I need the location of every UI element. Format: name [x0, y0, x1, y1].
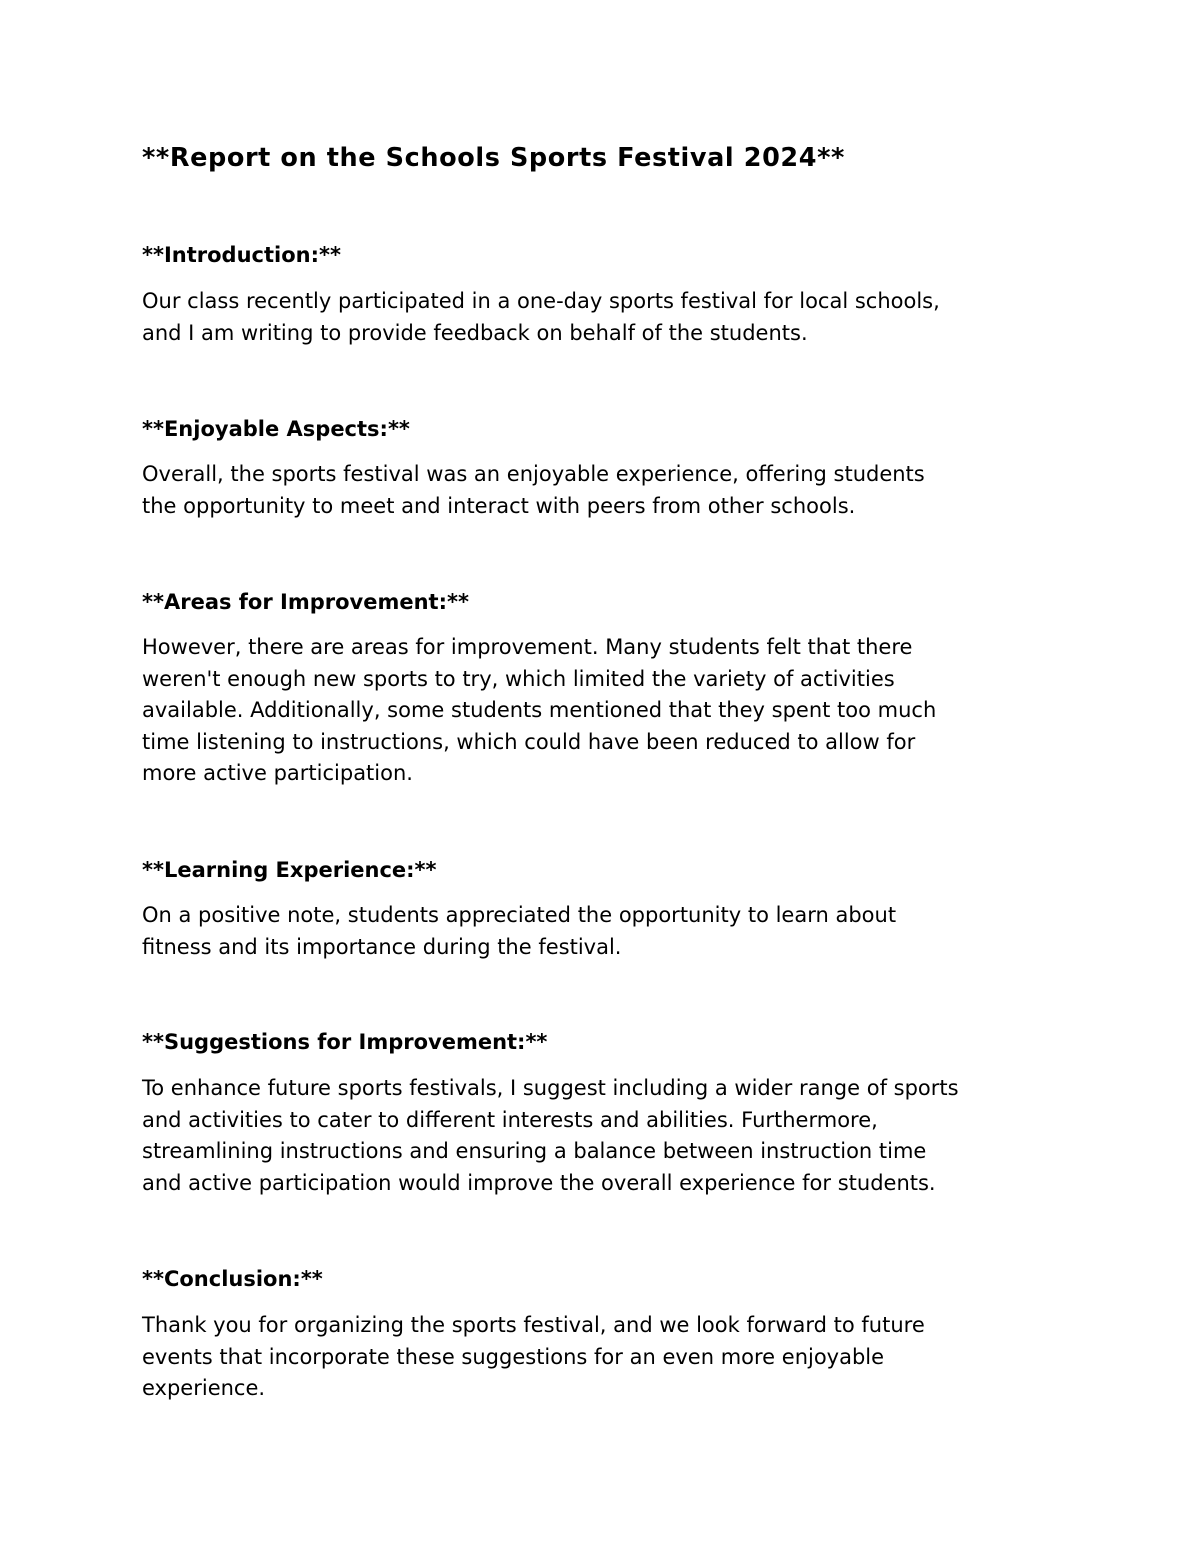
text-line: the opportunity to meet and interact with peers from other schools.: [142, 493, 856, 518]
text-line: On a positive note, students appreciated the opportunity to learn about: [142, 903, 897, 927]
section-heading-enjoyable-aspects: **Enjoyable Aspects:**: [142, 417, 410, 441]
text-line: Overall, the sports festival was an enjoyable experience, offering students: [142, 462, 925, 486]
section-heading-areas-for-improvement: **Areas for Improvement:**: [142, 590, 469, 614]
section-body-enjoyable-aspects: [142, 459, 1102, 522]
text-line: time listening to instructions, which could have been reduced to allow for: [142, 729, 916, 754]
section-heading-learning-experience: **Learning Experience:**: [142, 858, 437, 882]
section-body-suggestions-for-improvement: [142, 1073, 1102, 1199]
text-line: To enhance future sports festivals, I suggest including a wider range of sports: [142, 1076, 959, 1100]
text-line: more active participation.: [142, 761, 413, 786]
report-title: **Report on the Schools Sports Festival 2024**: [142, 143, 845, 173]
text-line: available. Additionally, some students mentioned that they spent too much: [142, 698, 937, 723]
text-line: However, there are areas for improvement. Many students felt that there: [142, 635, 913, 659]
text-line: and active participation would improve the overall experience for students.: [142, 1170, 936, 1195]
text-line: fitness and its importance during the festival.: [142, 934, 622, 959]
section-heading-suggestions-for-improvement: **Suggestions for Improvement:**: [142, 1030, 548, 1054]
section-body-introduction: [142, 286, 1102, 349]
section-heading-conclusion: **Conclusion:**: [142, 1267, 323, 1291]
text-line: and activities to cater to different interests and abilities. Furthermore,: [142, 1107, 878, 1132]
text-line: Our class recently participated in a one-day sports festival for local schools,: [142, 289, 940, 313]
text-line: streamlining instructions and ensuring a balance between instruction time: [142, 1139, 927, 1164]
section-body-learning-experience: [142, 900, 1102, 963]
text-line: and I am writing to provide feedback on behalf of the students.: [142, 320, 808, 345]
text-line: Thank you for organizing the sports festival, and we look forward to future: [142, 1313, 925, 1337]
text-line: events that incorporate these suggestions for an even more enjoyable: [142, 1344, 885, 1369]
section-heading-introduction: **Introduction:**: [142, 243, 341, 267]
section-body-conclusion: [142, 1310, 1102, 1405]
text-line: weren't enough new sports to try, which limited the variety of activities: [142, 666, 895, 691]
section-body-areas-for-improvement: [142, 632, 1102, 790]
text-line: experience.: [142, 1376, 266, 1401]
